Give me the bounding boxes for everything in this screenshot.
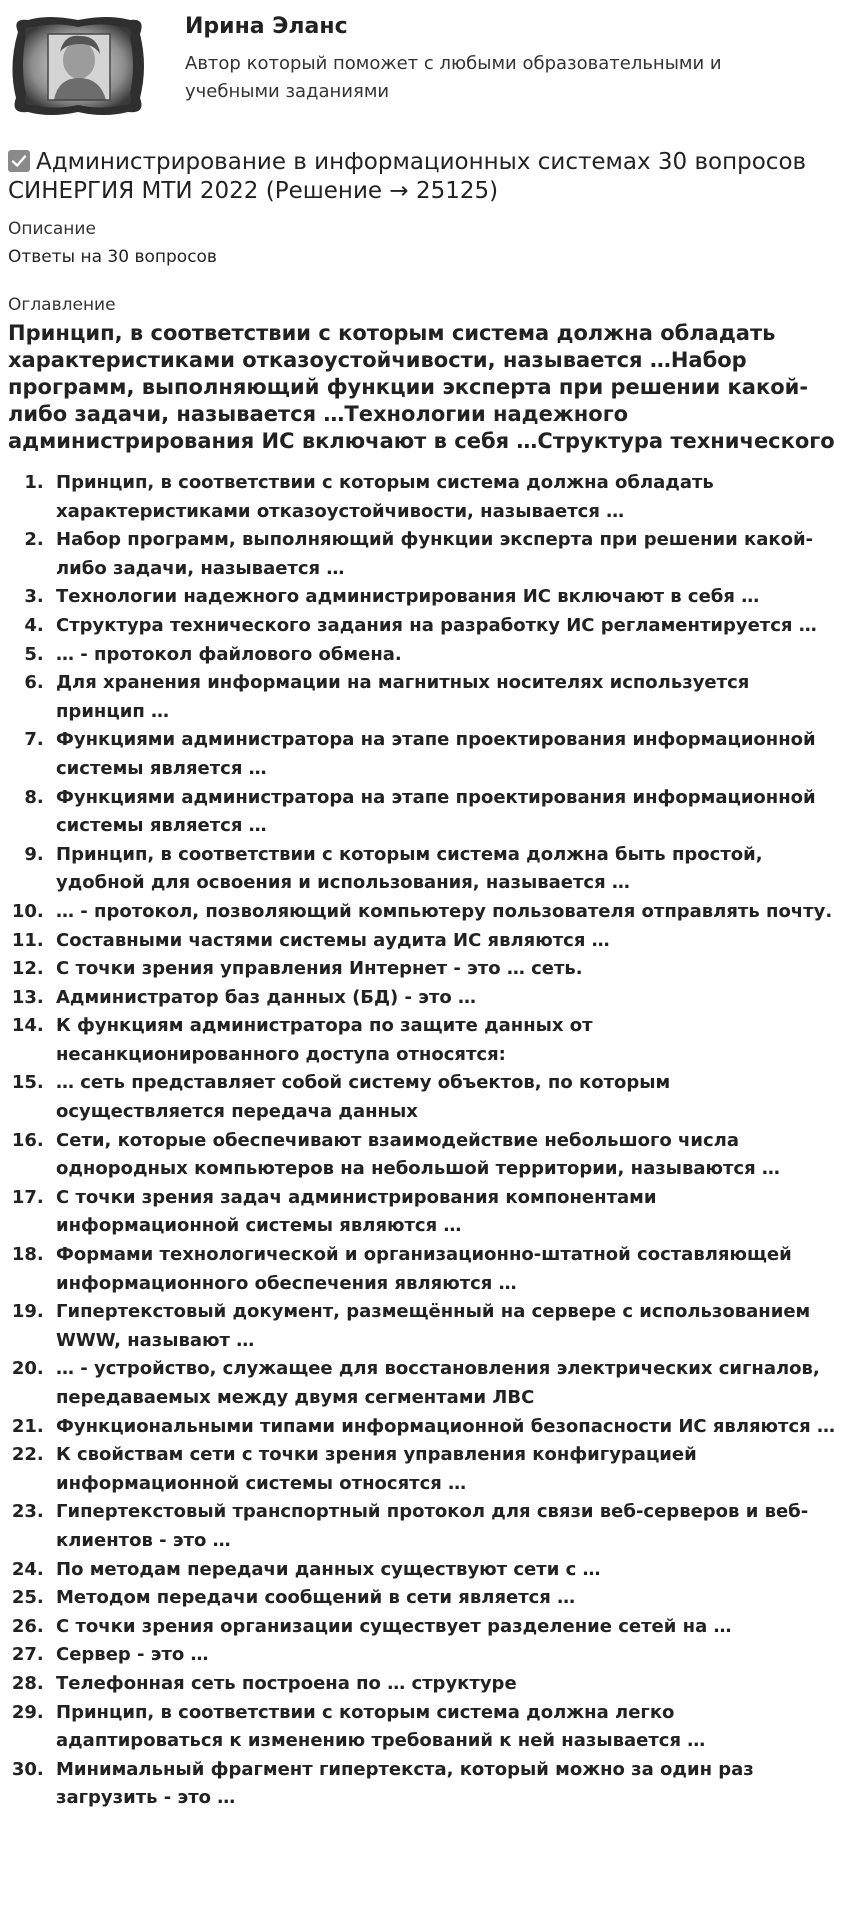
author-header — [0, 0, 847, 130]
question-item: 21. Функциональными типами информационной безопасности ИС являются … — [50, 1413, 838, 1442]
question-item: 23. Гипертекстовый транспортный протокол для связи веб-серверов и веб-клиентов - это … — [50, 1498, 838, 1555]
question-item: 2. Набор программ, выполняющий функции эксперта при решении какой-либо задачи, называется … — [50, 526, 838, 583]
document-title-text: Администрирование в информационных системах 30 вопросов СИНЕРГИЯ МТИ 2022 (Решение → 25125) — [8, 149, 807, 204]
question-item: 7. Функциями администратора на этапе проектирования информационной системы является … — [50, 726, 838, 783]
question-item: 27. Сервер - это … — [50, 1641, 838, 1670]
toc-heading: Принцип, в соответствии с которым система должна обладать характеристиками отказоустойчивости, называется …Набор программ, выполняющий функции эксперта при решении какой-либо задачи, называется …Технологии надежного администрирования ИС включают в себя …Структура технического — [8, 321, 835, 453]
question-item: 12. С точки зрения управления Интернет - это … сеть. — [50, 955, 838, 984]
question-item: 29. Принцип, в соответствии с которым система должна легко адаптироваться к изменению требований к ней называется … — [50, 1699, 838, 1756]
description-text: Ответы на 30 вопросов — [8, 247, 217, 267]
question-item: 5. … - протокол файлового обмена. — [50, 641, 838, 670]
question-item: 30. Минимальный фрагмент гипертекста, который можно за один раз загрузить - это … — [50, 1756, 838, 1813]
author-description: Автор который поможет с любыми образовательными и учебными заданиями — [185, 53, 722, 102]
question-item: 1. Принцип, в соответствии с которым система должна обладать характеристиками отказоустойчивости, называется … — [50, 469, 838, 526]
question-item: 11. Составными частями системы аудита ИС являются … — [50, 927, 838, 956]
questions-list — [8, 469, 838, 1813]
question-item: 24. По методам передачи данных существуют сети с … — [50, 1556, 838, 1585]
question-item: 25. Методом передачи сообщений в сети является … — [50, 1584, 838, 1613]
question-item: 28. Телефонная сеть построена по … структуре — [50, 1670, 838, 1699]
question-item: 6. Для хранения информации на магнитных носителях используется принцип … — [50, 669, 838, 726]
checkbox-checked-icon — [8, 150, 30, 172]
question-item: 22. К свойствам сети с точки зрения управления конфигурацией информационной системы относятся … — [50, 1441, 838, 1498]
question-item: 10. … - протокол, позволяющий компьютеру пользователя отправлять почту. — [50, 898, 838, 927]
question-item: 14. К функциям администратора по защите данных от несанкционированного доступа относятся: — [50, 1012, 838, 1069]
toc-label: Оглавление — [8, 295, 116, 315]
document-content — [8, 148, 838, 1813]
document-title — [8, 148, 838, 206]
question-item: 13. Администратор баз данных (БД) - это … — [50, 984, 838, 1013]
author-avatar[interactable] — [8, 12, 148, 120]
author-name[interactable]: Ирина Эланс — [185, 14, 348, 39]
question-item: 3. Технологии надежного администрирования ИС включают в себя … — [50, 583, 838, 612]
description-label: Описание — [8, 219, 96, 239]
question-item: 20. … - устройство, служащее для восстановления электрических сигналов, передаваемых между двумя сегментами ЛВС — [50, 1355, 838, 1412]
question-item: 15. … сеть представляет собой систему объектов, по которым осуществляется передача данных — [50, 1069, 838, 1126]
question-item: 17. С точки зрения задач администрирования компонентами информационной системы являются … — [50, 1184, 838, 1241]
question-item: 4. Структура технического задания на разработку ИС регламентируется … — [50, 612, 838, 641]
question-item: 9. Принцип, в соответствии с которым система должна быть простой, удобной для освоения и использования, называется … — [50, 841, 838, 898]
question-item: 16. Сети, которые обеспечивают взаимодействие небольшого числа однородных компьютеров на небольшой территории, называются … — [50, 1127, 838, 1184]
question-item: 8. Функциями администратора на этапе проектирования информационной системы является … — [50, 784, 838, 841]
question-item: 18. Формами технологической и организационно-штатной составляющей информационного обеспечения являются … — [50, 1241, 838, 1298]
question-item: 19. Гипертекстовый документ, размещённый на сервере с использованием WWW, называют … — [50, 1298, 838, 1355]
question-item: 26. С точки зрения организации существует разделение сетей на … — [50, 1613, 838, 1642]
